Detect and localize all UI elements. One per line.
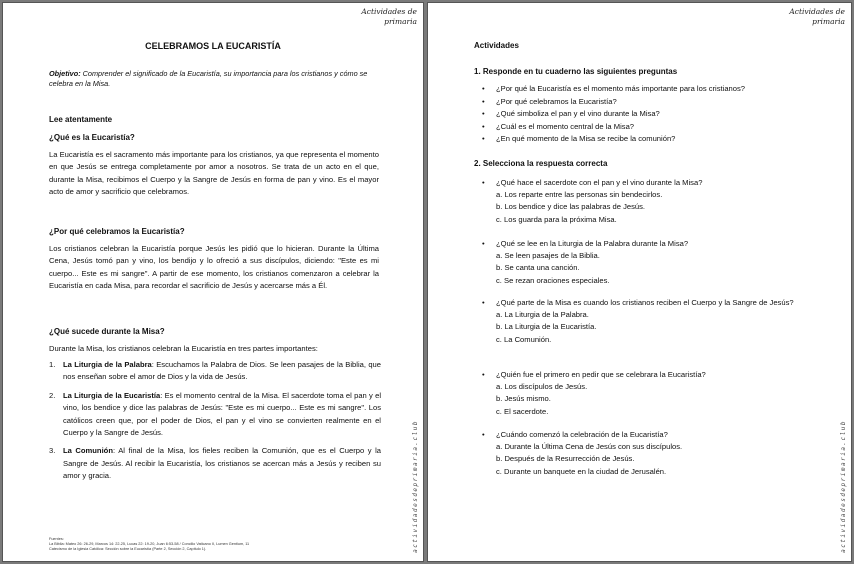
question-2-heading: ¿Por qué celebramos la Eucaristía? [49,227,185,236]
question-3-heading: ¿Qué sucede durante la Misa? [49,327,165,336]
mc-question-text: • ¿Qué se lee en la Liturgia de la Palabra durante la Misa? [482,238,812,250]
list-item: • ¿En qué momento de la Misa se recibe la comunión? [482,133,745,146]
side-watermark: actividadesdeprimaria.club [412,420,419,553]
page-left [2,2,424,562]
section-1-title: 1. Responde en tu cuaderno las siguientes preguntas [474,67,678,76]
sources-label: Fuentes: [49,537,64,541]
paragraph-3: Durante la Misa, los cristianos celebran la Eucaristía en tres partes importantes: [49,344,318,353]
mass-parts-list [49,359,381,489]
sources [49,537,249,552]
mc-question [482,297,812,346]
question-1-heading: ¿Qué es la Eucaristía? [49,133,135,142]
activities-title: Actividades [474,41,519,50]
mc-option: b. Después de la Resurrección de Jesús. [496,454,635,464]
mc-option: c. Los guarda para la próxima Misa. [496,214,617,224]
mc-option: b. Se canta una canción. [496,263,580,273]
mc-option: c. Se rezan oraciones especiales. [496,275,610,285]
mc-option: a. La Liturgia de la Palabra. [496,310,589,320]
list-item: • ¿Por qué la Eucaristía es el momento más importante para los cristianos? [482,83,745,96]
list-number: 2. [49,390,56,400]
section-2-title: 2. Selecciona la respuesta correcta [474,159,608,168]
read-heading: Lee atentamente [49,115,113,124]
mc-question [482,177,812,226]
paragraph-1: La Eucaristía es el sacramento más importante para los cristianos, ya que representa el momento en que Jesús se entrega completamente por amor a nosotros. Se trata de un acto en el que, durante la Misa, recibimos el Cuerpo y la Sangre de Jesús en forma de pan y vino. Es el mayor acto de amor y sacrificio que celebramos. [49,150,379,197]
brand-header [357,7,417,27]
part-text: : Escuchamos la Palabra de Dios. Se leen pasajes de la Biblia, que nos enseñan sobre el amor de Dios y la vida de Jesús. [63,360,381,382]
list-item: • ¿Por qué celebramos la Eucaristía? [482,96,745,109]
mc-question-text: • ¿Cuándo comenzó la celebración de la Eucaristía? [482,429,812,441]
part-text: : Es el momento central de la Misa. El sacerdote toma el pan y el vino, los bendice y dice las palabras de Jesús: "Este es mi cuerpo... Este es mi sangre". Los católicos creen que, por el poder de Dios, el pan y el vino se convierten realmente en el Cuerpo y la Sangre de Jesús. [63,390,382,438]
mc-option: b. La Liturgia de la Eucaristía. [496,322,597,332]
brand-line-2: primaria [812,17,845,26]
mc-option: b. Los bendice y dice las palabras de Jesús. [496,202,646,212]
list-number: 1. [49,360,56,369]
mc-option: c. El sacerdote. [496,406,549,416]
objective [49,69,379,89]
list-item: • ¿Qué simboliza el pan y el vino durante la Misa? [482,108,745,121]
mc-question [482,238,812,287]
mc-option: c. La Comunión. [496,334,552,344]
question-list [482,83,745,146]
mc-question-text: • ¿Quién fue el primero en pedir que se celebrara la Eucaristía? [482,369,812,381]
page-right [427,2,852,562]
mc-question-text: • ¿Qué hace el sacerdote con el pan y el vino durante la Misa? [482,177,812,189]
sources-line-2: Catecismo de la Iglesia Católica: Sección sobre la Eucaristía (Parte 2, Sección 2, Capítulo 1). [49,547,207,551]
list-item: • ¿Cuál es el momento central de la Misa? [482,121,745,134]
brand-line-1: Actividades de [361,7,417,16]
objective-text: Comprender el significado de la Eucaristía, su importancia para los cristianos y cómo se celebra en la Misa. [49,69,368,88]
mc-option: c. Durante un banquete en la ciudad de Jerusalén. [496,466,667,476]
mc-option: a. Durante la Última Cena de Jesús con sus discípulos. [496,442,683,452]
paragraph-2: Los cristianos celebran la Eucaristía porque Jesús les pidió que lo hicieran. Durante la Última Cena, Jesús tomó pan y vino, los bendijo y lo ofreció a sus discípulos, diciendo: "Este es mi cuerpo... Este es mi sangre". A partir de ese momento, los cristianos comenzaron a celebrar la Eucaristía en cada Misa, para recordar el sacrificio de Jesús y acercarse más a Él. [49,244,379,291]
part-label: La Liturgia de la Palabra [63,360,152,369]
mc-option: b. Jesús mismo. [496,394,551,404]
list-item [49,359,381,384]
objective-label: Objetivo: [49,69,81,78]
list-number: 3. [49,446,56,456]
brand-line-2: primaria [384,17,417,26]
part-label: La Comunión [63,446,113,456]
list-item [49,445,381,482]
mc-option: a. Se leen pasajes de la Biblia. [496,251,600,261]
part-label: La Liturgia de la Eucaristía [63,390,161,400]
list-item [49,390,381,440]
mc-question [482,369,812,418]
mc-option: a. Los reparte entre las personas sin bendecirlos. [496,190,663,200]
part-text: : Al final de la Misa, los fieles reciben la Comunión, que es el Cuerpo y la Sangre de Jesús. Al recibir la Eucaristía, los cristianos se acercan más a Jesús y reciben su amor y gracia. [63,446,381,481]
brand-header [785,7,845,27]
page-title: CELEBRAMOS LA EUCARISTÍA [145,41,281,51]
mc-question-text: • ¿Qué parte de la Misa es cuando los cristianos reciben el Cuerpo y la Sangre de Jesús? [482,297,812,309]
mc-question [482,429,812,478]
mc-option: a. Los discípulos de Jesús. [496,382,588,392]
brand-line-1: Actividades de [789,7,845,16]
side-watermark: actividadesdeprimaria.club [840,420,847,553]
sources-line-1: La Biblia: Mateo 26: 26-29, Marcos 14: 22-25, Lucas 22: 19-20, Juan 6:53-58 / Concilio Vaticano II, Lumen Gentium, 11 [49,542,250,546]
